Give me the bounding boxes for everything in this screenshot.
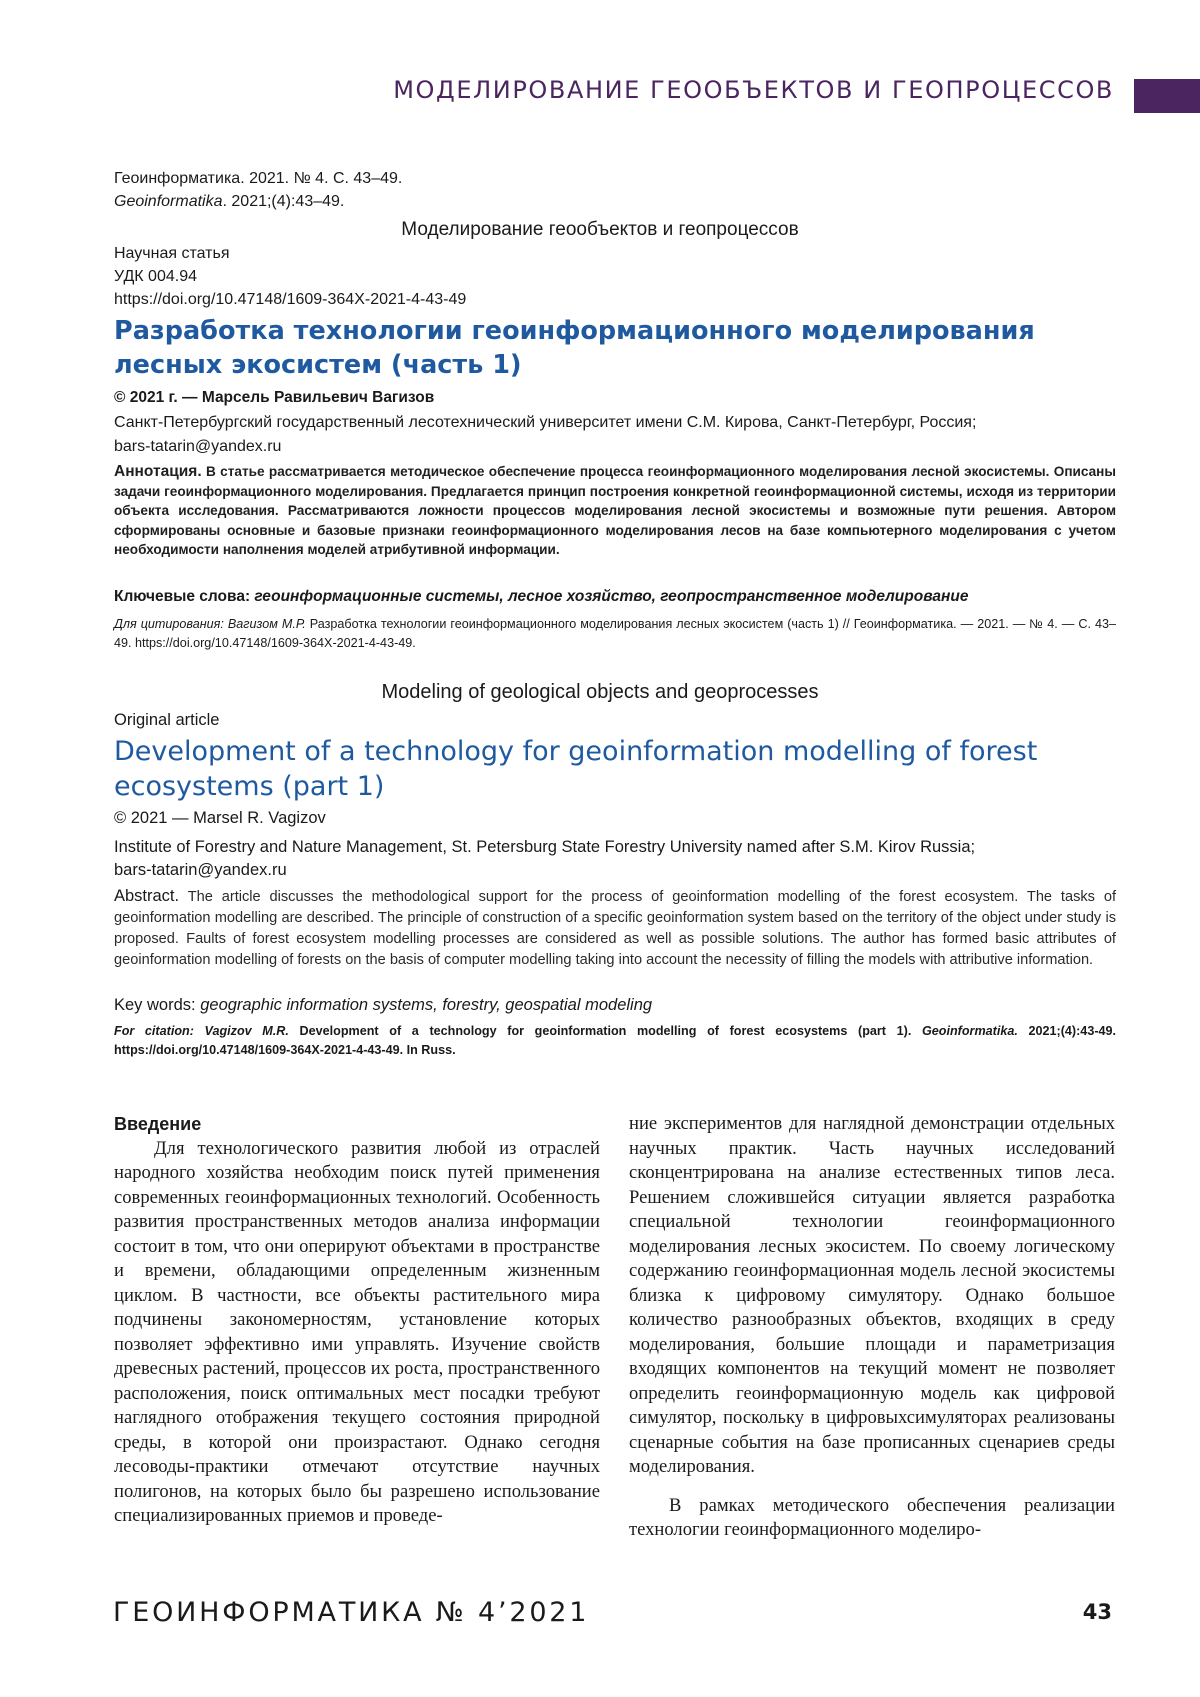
article-title-en: Development of a technology for geoinformation modelling of forest ecosystems (part 1) — [114, 736, 1038, 802]
keywords-label-ru: Ключевые слова: — [114, 588, 251, 605]
author-line-ru: © 2021 г. — Марсель Равильевич Вагизов — [114, 389, 435, 406]
citation-tail: . 2021;(4):43–49. — [222, 193, 345, 210]
author-line-en: © 2021 — Marsel R. Vagizov — [114, 809, 326, 827]
header-accent-bar — [1134, 79, 1200, 113]
section-heading-introduction: Введение — [114, 1114, 202, 1134]
affiliation-en: Institute of Forestry and Nature Management, St. Petersburg State Forestry University named after S.M. Kirov Russia; — [114, 838, 976, 856]
for-citation-text-ru: Разработка технологии геоинформационного моделирования лесных экосистем (часть 1) // Геоинформатика. — 2021. — № 4. — С. 43–49. https://doi.org/10.47148/1609-364X-2021-4-43-49. — [114, 617, 1116, 650]
for-citation-en — [114, 1022, 1116, 1060]
citation-ru: Геоинформатика. 2021. № 4. С. 43–49. — [114, 170, 403, 187]
body-column-left — [114, 1112, 600, 1529]
body-paragraph: В рамках методического обеспечения реализации технологии геоинформационного моделиро- — [629, 1494, 1115, 1540]
abstract-text-ru: В статье рассматривается методическое обеспечение процесса геоинформационного моделирования лесной экосистемы. Описаны задачи геоинформационного моделирования. Предлагается принцип построения конкретной геоинформационной системы, исходя из территории объекта исследования. Рассматриваются ложности процессов моделирования лесной экосистемы и возможные пути решения. Автором сформированы основные и базовые признаки геоинформационного моделирования лесов на базе компьютерного моделирования с учетом необходимости наполнения моделей атрибутивной информации. — [114, 464, 1117, 558]
article-type-ru: Научная статья — [114, 245, 230, 262]
citation-en-journal — [114, 192, 344, 212]
abstract-text-en: The article discusses the methodological support for the process of geoinformation modelling of the forest ecosystem. The tasks of geoinformation modelling are described. The principle of construction of a specific geoinformation system based on the territory of the object under study is proposed. Faults of forest ecosystem modelling processes are considered as well as possible solutions. The author has formed basic attributes of geoinformation modelling of forests on the basis of computer modelling taking into account the necessity of filling the models with attributive information. — [114, 889, 1117, 968]
keywords-ru — [114, 588, 1116, 606]
abstract-en — [114, 886, 1116, 971]
doi-link[interactable]: https://doi.org/10.47148/1609-364X-2021-4-43-49 — [114, 291, 467, 308]
journal-name-italic: Geoinformatika — [114, 193, 223, 210]
abstract-label-en: Abstract. — [114, 887, 180, 905]
for-citation-text-en: Development of a technology for geoinformation modelling of forest ecosystems (part 1). — [299, 1024, 912, 1038]
abstract-label-ru: Аннотация. — [114, 463, 202, 480]
page-number: 43 — [1082, 1600, 1112, 1624]
affiliation-ru: Санкт-Петербургский государственный лесотехнический университет имени С.М. Кирова, Санкт-Петербург, Россия; — [114, 414, 977, 431]
footer-journal-title: ГЕОИНФОРМАТИКА № 4’2021 — [113, 1597, 590, 1628]
keywords-label-en: Key words: — [114, 996, 196, 1014]
for-citation-ru — [114, 615, 1116, 653]
keywords-list-en: geographic information systems, forestry, geospatial modeling — [200, 996, 653, 1014]
keywords-list-ru: геоинформационные системы, лесное хозяйство, геопространственное моделирование — [254, 588, 969, 605]
abstract-ru — [114, 462, 1116, 560]
for-citation-label-ru: Для цитирования: Вагизом М.Р. — [114, 617, 306, 631]
body-paragraph: ние экспериментов для наглядной демонстрации отдельных научных практик. Часть научных исследований сконцентрирована на анализе естественных типов леса. Решением сложившейся ситуации является разработка специальной технологии геоинформационного моделирования лесных экосистем. По своему логическому содержанию геоинформационная модель лесной экосистемы близка к цифровому симулятору. Однако большое количество разнообразных объектов, входящих в среду моделирования, большие площади и параметризация входящих компонентов на текущий момент не позволяет определить геоинформационную модель как цифровой симулятор, поскольку в цифровыхсимуляторах реализованы сценарные события на базе прописанных сценариев среды моделирования. — [629, 1113, 1115, 1477]
article-title-ru: Разработка технологии геоинформационного моделирования лесных экосистем (часть 1) — [114, 316, 1035, 380]
for-citation-journal-en: Geoinformatika. — [921, 1024, 1018, 1038]
rubric-ru: Моделирование геообъектов и геопроцессов — [401, 219, 799, 240]
for-citation-tail-en: 2021;(4):43-49. https://doi.org/10.47148/1609-364X-2021-4-43-49. In Russ. — [114, 1024, 1117, 1057]
udc: УДК 004.94 — [114, 268, 197, 285]
body-column-right — [629, 1112, 1115, 1543]
rubric-en: Modeling of geological objects and geoprocesses — [381, 681, 819, 703]
email-en[interactable]: bars-tatarin@yandex.ru — [114, 861, 287, 879]
body-paragraph: Для технологического развития любой из отраслей народного хозяйства необходим поиск путей применения современных геоинформационных технологий. Особенность развития пространственных методов анализа информации состоит в том, что они оперируют объектами в пространстве и времени, обладающими определенным жизненным циклом. В частности, все объекты растительного мира подчинены закономерностям, установление которых позволяет эффективно ими управлять. Изучение свойств древесных растений, процессов их роста, пространственного расположения, поиск оптимальных мест посадки требуют наглядного отображения текущего состояния природной среды, в которой они произрастают. Однако сегодня лесоводы-практики отмечают отсутствие научных полигонов, на которых было бы разрешено использование специализированных приемов и проведе- — [114, 1137, 600, 1526]
email-ru[interactable]: bars-tatarin@yandex.ru — [114, 438, 282, 455]
running-header: МОДЕЛИРОВАНИЕ ГЕООБЪЕКТОВ И ГЕОПРОЦЕССОВ — [393, 76, 1114, 104]
for-citation-label-en: For citation: Vagizov M.R. — [114, 1024, 289, 1038]
article-type-en: Original article — [114, 711, 220, 729]
keywords-en — [114, 996, 1116, 1015]
